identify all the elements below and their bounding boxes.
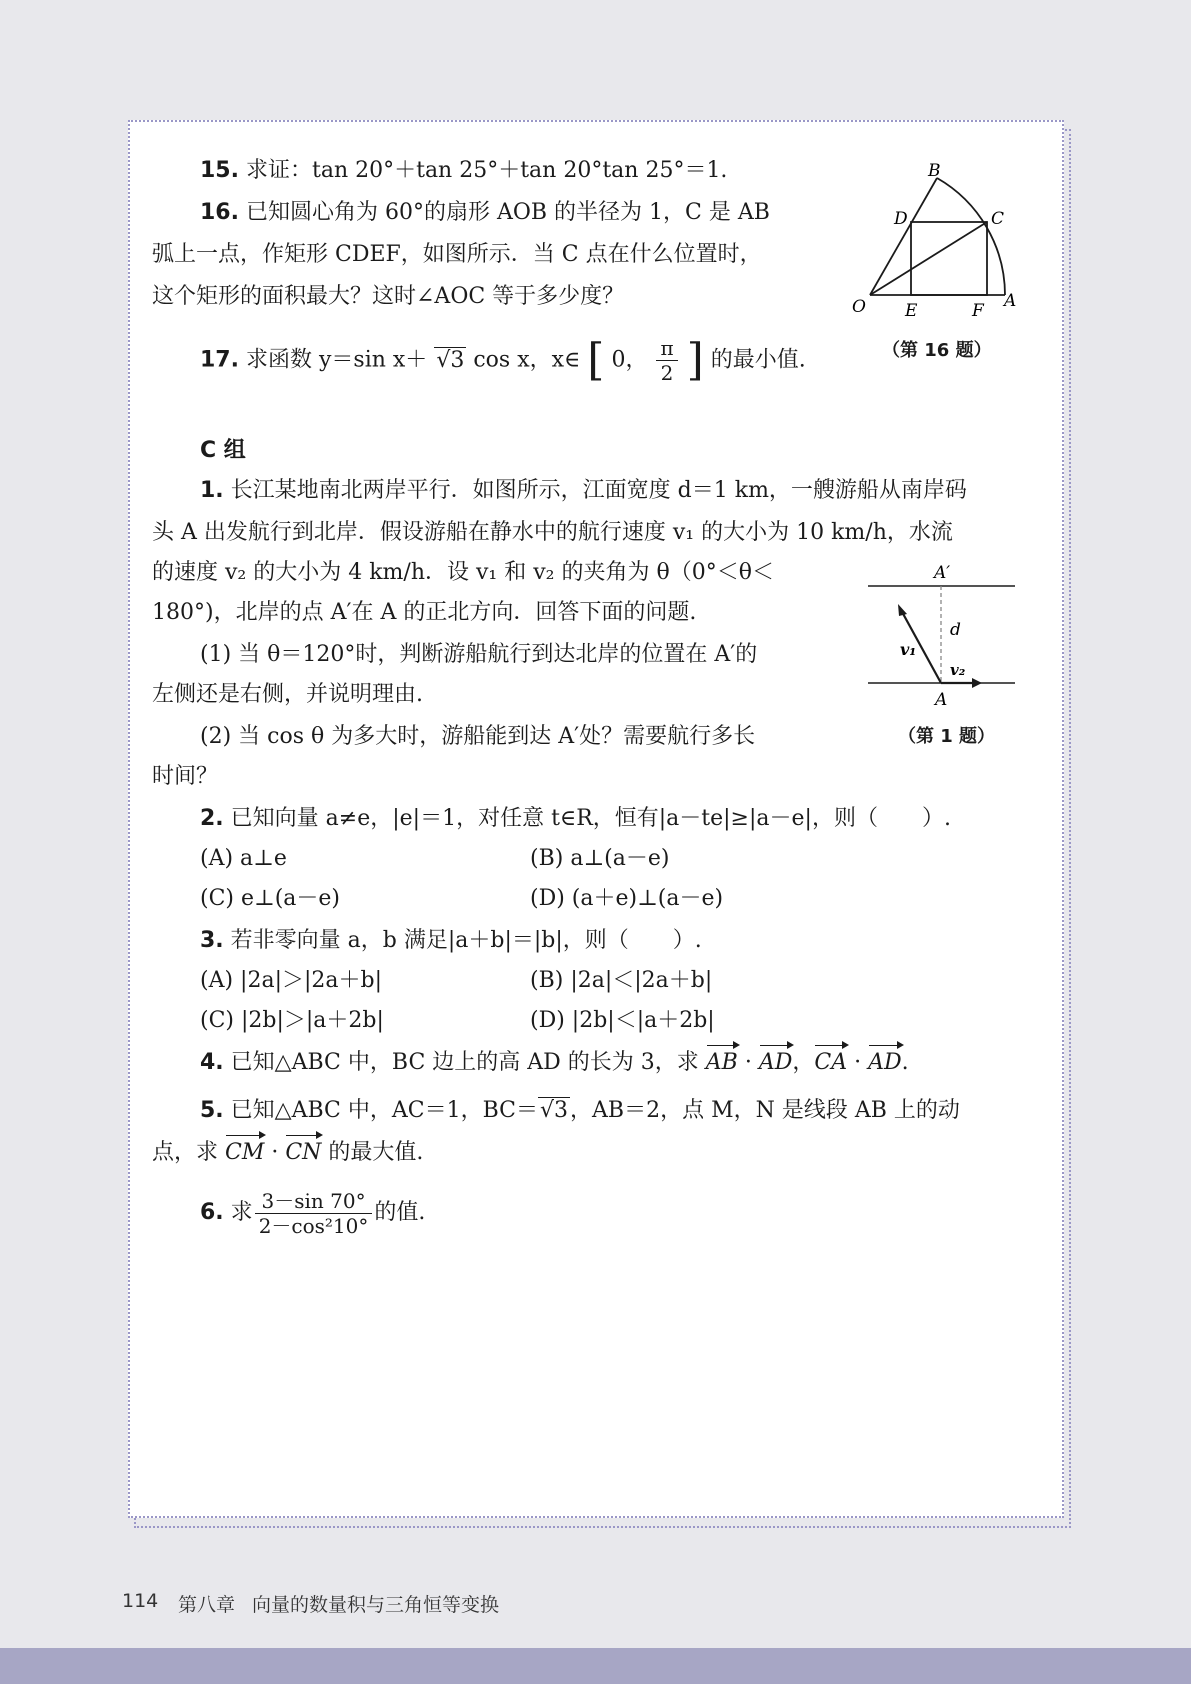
- c5-post: ，AB＝2，点 M，N 是线段 AB 上的动: [570, 1098, 960, 1123]
- c1-line1: [200, 476, 967, 506]
- bottom-band: [0, 1648, 1191, 1684]
- c4-vector-ad-2: AD: [868, 1048, 902, 1078]
- figure-16-caption: （第 16 题）: [882, 340, 992, 361]
- problem-17-frac-den: 2: [660, 361, 674, 385]
- problem-17-sqrt-arg: 3: [450, 347, 465, 373]
- c1-number: 1.: [200, 478, 224, 503]
- fig16-label-f: F: [972, 301, 984, 321]
- c5-line2: [152, 1138, 423, 1168]
- c1-q1-line2: 左侧还是右侧，并说明理由.: [152, 682, 423, 707]
- c1-q2-line2: 时间？: [152, 764, 219, 789]
- problem-16-line3: 这个矩形的面积最大？这时∠AOC 等于多少度？: [152, 284, 625, 309]
- fig1-label-v1: v₁: [900, 640, 917, 659]
- problem-16-line1: [200, 198, 770, 228]
- c3-option-b: (B) |2a|＜|2a＋b|: [530, 968, 713, 993]
- problem-17-number: 17.: [200, 347, 239, 373]
- fig1-arrowhead-v2: [972, 678, 982, 688]
- c1-q1-line1: (1) 当 θ＝120°时，判断游船航行到达北岸的位置在 A′的: [200, 642, 758, 667]
- c6-fraction: [255, 1189, 373, 1238]
- c2-option-d: (D) (a＋e)⊥(a－e): [530, 886, 724, 911]
- c4-sep: ，: [792, 1050, 815, 1075]
- fig16-label-a: A: [1004, 291, 1017, 311]
- c3-number: 3.: [200, 928, 224, 953]
- chapter-label: 第八章: [178, 1594, 236, 1616]
- c5-line1: [200, 1096, 960, 1126]
- c4-line: [200, 1048, 909, 1078]
- c3-option-a: (A) |2a|＞|2a＋b|: [200, 968, 383, 993]
- problem-17-sqrt: √3: [436, 347, 465, 373]
- c5-pre: 已知△ABC 中，AC＝1，BC＝: [230, 1098, 539, 1123]
- c2-text: 已知向量 a≠e，|e|＝1，对任意 t∈R，恒有|a－te|≥|a－e|，则（ ）.: [230, 806, 951, 831]
- problem-16-line2: 弧上一点，作矩形 CDEF，如图所示．当 C 点在什么位置时，: [152, 242, 762, 267]
- figure-16: [840, 160, 1030, 330]
- fig16-label-c: C: [991, 209, 1005, 229]
- fig16-rectangle-cdef: [911, 222, 987, 295]
- problem-15: [200, 156, 727, 186]
- c2-option-c: (C) e⊥(a－e): [200, 886, 341, 911]
- c5-sqrt-arg: 3: [554, 1098, 569, 1123]
- problem-17-frac-num: π: [656, 336, 677, 361]
- fig16-label-e: E: [905, 301, 918, 321]
- fig1-label-a-prime: A′: [934, 563, 951, 583]
- c1-text-1: 长江某地南北两岸平行．如图所示，江面宽度 d＝1 km，一艘游船从南岸码: [230, 478, 967, 503]
- c2-option-a: (A) a⊥e: [200, 846, 287, 871]
- c4-vector-ad-1: AD: [759, 1048, 793, 1078]
- page-number: 114: [122, 1590, 159, 1612]
- problem-17-left-bracket: [: [587, 334, 605, 386]
- c4-end: .: [901, 1050, 909, 1075]
- fig1-label-v2: v₂: [950, 661, 966, 679]
- c4-number: 4.: [200, 1050, 224, 1075]
- c3-text: 若非零向量 a，b 满足|a＋b|＝|b|，则（ ）.: [230, 928, 702, 953]
- fig16-segment-oc: [870, 222, 987, 295]
- problem-15-number: 15.: [200, 158, 239, 183]
- c2-stem: [200, 804, 951, 834]
- c6-line: [200, 1186, 425, 1240]
- problem-15-text: 求证：tan 20°＋tan 25°＋tan 20°tan 25°＝1.: [245, 158, 728, 183]
- fig16-label-b: B: [928, 161, 941, 181]
- figure-1-caption: （第 1 题）: [898, 726, 996, 747]
- c6-number: 6.: [200, 1200, 224, 1225]
- c2-option-b: (B) a⊥(a－e): [530, 846, 670, 871]
- fig16-label-o: O: [852, 297, 866, 317]
- c6-pre: 求: [230, 1200, 253, 1225]
- c1-line2: 头 A 出发航行到北岸．假设游船在静水中的航行速度 v₁ 的大小为 10 km/h，水流: [152, 520, 953, 545]
- c4-vector-ca: CA: [814, 1048, 847, 1078]
- problem-17: [200, 336, 806, 385]
- problem-17-pre: 求函数 y＝sin x＋: [245, 347, 428, 373]
- problem-16-number: 16.: [200, 200, 239, 225]
- c3-stem: [200, 926, 702, 956]
- fig16-arc-ab: [937, 178, 1005, 295]
- c4-dot-1: ·: [737, 1050, 759, 1075]
- problem-17-fraction: [656, 336, 677, 385]
- c5-vector-cn: CN: [285, 1138, 321, 1168]
- c6-post: 的值.: [374, 1200, 426, 1225]
- c4-pre: 已知△ABC 中，BC 边上的高 AD 的长为 3，求: [230, 1050, 706, 1075]
- c1-line3: 的速度 v₂ 的大小为 4 km/h．设 v₁ 和 v₂ 的夹角为 θ（0°＜θ＜: [152, 560, 774, 585]
- c5-line2-post: 的最大值.: [321, 1140, 424, 1165]
- figure-1: [860, 560, 1020, 710]
- c5-line2-pre: 点，求: [152, 1140, 225, 1165]
- problem-17-mid: cos x，x∈: [473, 347, 581, 373]
- chapter-title: 向量的数量积与三角恒等变换: [252, 1594, 500, 1616]
- problem-17-right-bracket: ]: [686, 334, 704, 386]
- c1-line4: 180°)，北岸的点 A′在 A 的正北方向．回答下面的问题.: [152, 600, 697, 625]
- c3-option-c: (C) |2b|＞|a＋2b|: [200, 1008, 384, 1033]
- c1-q2-line1: (2) 当 cos θ 为多大时，游船能到达 A′处？需要航行多长: [200, 724, 756, 749]
- c5-dot: ·: [264, 1140, 286, 1165]
- fig16-label-d: D: [894, 209, 908, 229]
- c6-frac-den: 2－cos²10°: [258, 1213, 369, 1238]
- section-c-title: C 组: [200, 438, 246, 463]
- problem-16-text-1: 已知圆心角为 60°的扇形 AOB 的半径为 1，C 是 AB: [245, 200, 770, 225]
- fig16-radius-ob: [870, 178, 937, 295]
- fig1-label-a: A: [935, 690, 948, 710]
- c5-vector-cm: CM: [225, 1138, 264, 1168]
- c6-frac-num: 3－sin 70°: [255, 1189, 373, 1214]
- c4-dot-2: ·: [847, 1050, 869, 1075]
- fig1-label-d: d: [950, 620, 961, 640]
- c4-vector-ab: AB: [706, 1048, 738, 1078]
- c2-number: 2.: [200, 806, 224, 831]
- c5-number: 5.: [200, 1098, 224, 1123]
- c3-option-d: (D) |2b|＜|a＋2b|: [530, 1008, 715, 1033]
- fig1-arrowhead-v1: [898, 604, 907, 616]
- c5-sqrt: √3: [540, 1098, 569, 1123]
- problem-17-interval-start: 0，: [611, 347, 648, 373]
- problem-17-post: 的最小值.: [710, 347, 806, 373]
